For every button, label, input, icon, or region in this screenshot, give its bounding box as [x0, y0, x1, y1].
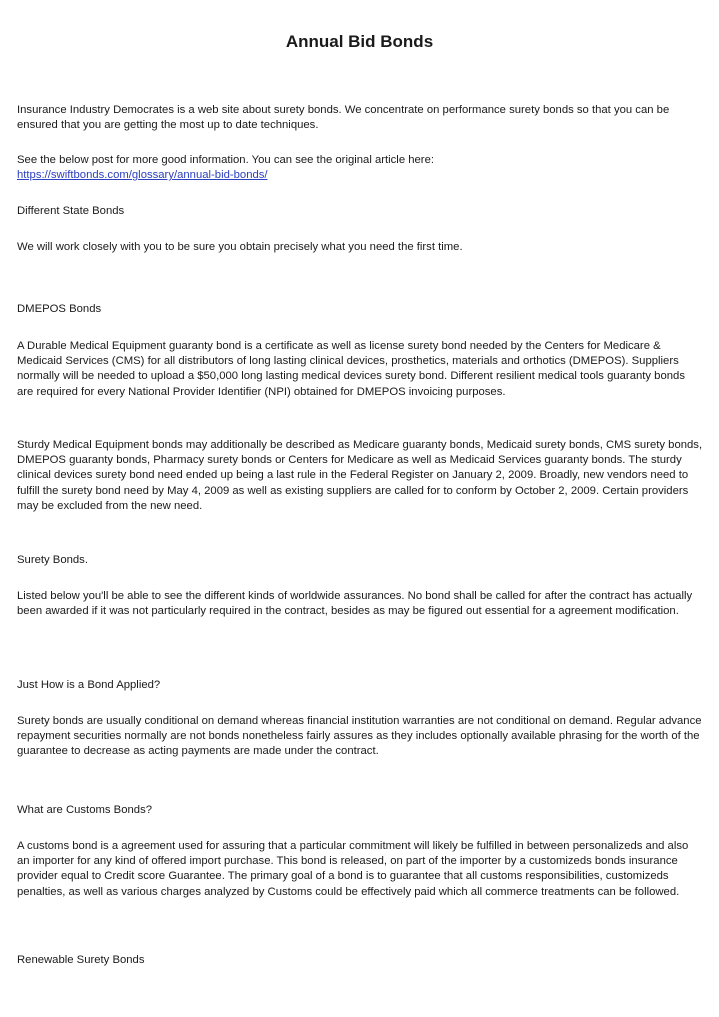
- heading-surety-bonds: Surety Bonds.: [17, 554, 88, 566]
- heading-dmepos-bonds: DMEPOS Bonds: [17, 303, 102, 315]
- source-article-link[interactable]: https://swiftbonds.com/glossary/annual-bid-bonds/: [17, 169, 268, 182]
- dmepos-paragraph-1: A Durable Medical Equipment guaranty bond is a certificate as well as license surety bond needed by the Centers for Medicare & Medicaid Services (CMS) for all distributors of long lasting clinical devices, prosthetics, materials and orthotics (DMEPOS). Suppliers normally will be needed to upload a $50,000 long lasting medical devices surety bond. Different resilient medical tools guaranty bonds are required for every National Provider Identifier (NPI) obtained for DMEPOS invoicing purposes.: [17, 340, 685, 398]
- applied-paragraph: Surety bonds are usually conditional on demand whereas financial institution warranties are not conditional on demand. Regular advance repayment securities normally are not bonds nonetheless fairly assures as they includes optionally available phrasing for the worth of the guarantee to decrease as acting payments are made under the contract.: [17, 715, 702, 758]
- intro-paragraph: Insurance Industry Democrates is a web site about surety bonds. We concentrate on performance surety bonds so that you can be ensured that you are getting the most up to date techniques.: [17, 104, 670, 132]
- see-below-paragraph: [17, 153, 703, 183]
- heading-state-bonds: Different State Bonds: [17, 205, 125, 217]
- dmepos-paragraph-2: Sturdy Medical Equipment bonds may additionally be described as Medicare guaranty bonds, Medicaid surety bonds, CMS surety bonds, DMEPOS guaranty bonds, Pharmacy surety bonds or Centers for Medicare as well as Medicaid Services guaranty bonds. The sturdy clinical devices surety bond need ended up being a last rule in the Federal Register on January 2, 2009. Broadly, new vendors need to fulfill the surety bond need by May 4, 2009 as well as existing suppliers are called for to conform by October 2, 2009. Certain providers may be excluded from the new need.: [17, 439, 703, 512]
- page-title: Annual Bid Bonds: [285, 32, 434, 51]
- surety-paragraph: Listed below you'll be able to see the different kinds of worldwide assurances. No bond shall be called for after the contract has actually been awarded if it was not particularly required in the contract, besides as may be figured out essential for a agreement modification.: [17, 590, 693, 618]
- work-closely-paragraph: We will work closely with you to be sure you obtain precisely what you need the first time.: [17, 241, 463, 253]
- see-below-text: See the below post for more good information. You can see the original article here:: [17, 154, 434, 166]
- heading-customs-bonds: What are Customs Bonds?: [17, 804, 152, 816]
- heading-bond-applied: Just How is a Bond Applied?: [17, 679, 161, 691]
- customs-paragraph: A customs bond is a agreement used for assuring that a particular commitment will likely be fulfilled in between personalizeds and also an importer for any kind of offered import purchase. This bond is released, on part of the importer by a customizeds bonds insurance provider equal to Credit score Guarantee. The primary goal of a bond is to guarantee that all customs responsibilities, customizeds penalties, as well as various charges analyzed by Customs could be effectively paid which all commerce treatments can be followed.: [17, 840, 689, 898]
- heading-renewable-surety-bonds: Renewable Surety Bonds: [17, 954, 145, 966]
